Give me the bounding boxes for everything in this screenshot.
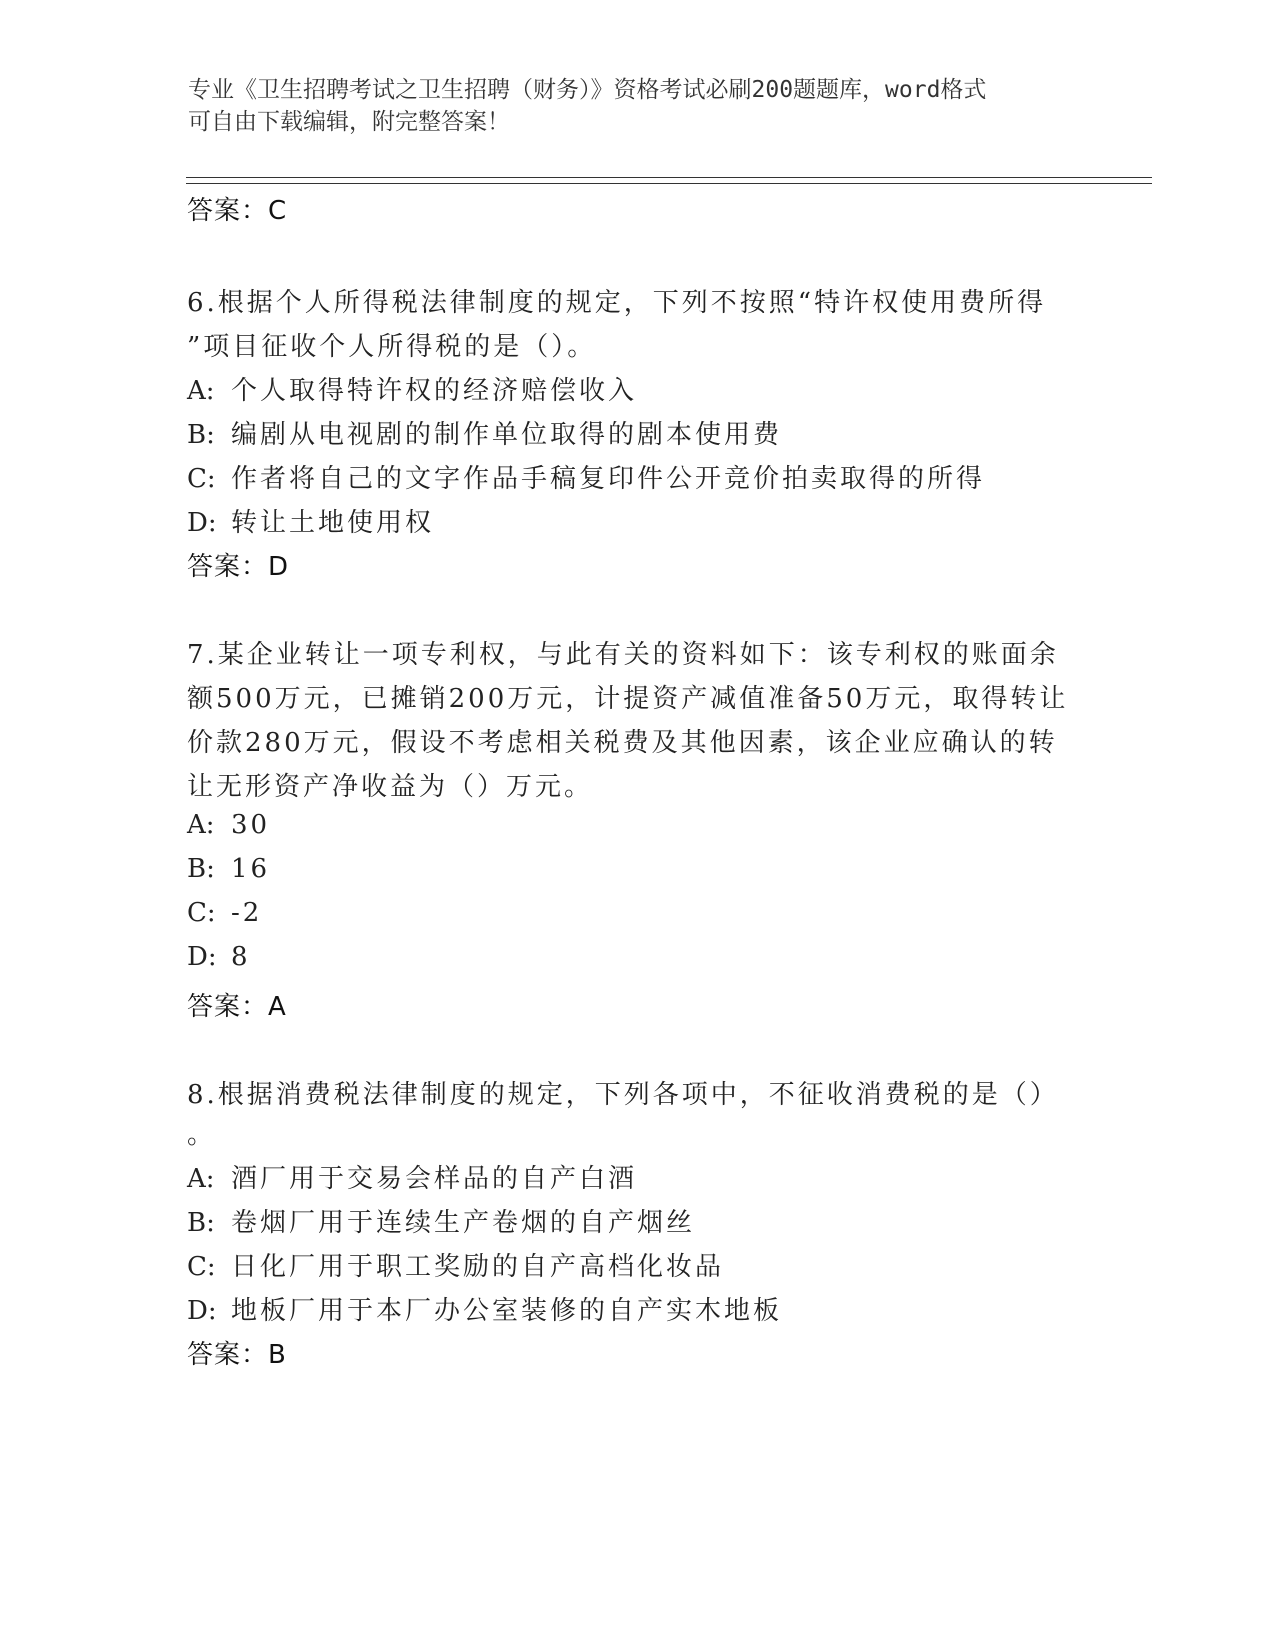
question-6-option-a — [187, 370, 637, 407]
question-8-option-c — [187, 1246, 724, 1283]
option-key: D: — [187, 508, 217, 538]
question-6-option-c — [187, 458, 985, 495]
question-8-option-a — [187, 1158, 637, 1195]
option-text: 地板厂用于本厂办公室装修的自产实木地板 — [231, 1296, 783, 1326]
option-text: 个人取得特许权的经济赔偿收入 — [231, 376, 638, 406]
option-text: -2 — [231, 898, 263, 928]
question-7-option-c — [187, 898, 262, 928]
question-7-line-3: 价款280万元，假设不考虑相关税费及其他因素，该企业应确认的转 — [187, 728, 1058, 758]
option-key: C: — [187, 1252, 216, 1282]
question-8-answer: 答案：B — [187, 1340, 287, 1370]
option-key: A: — [187, 810, 215, 840]
option-text: 转让土地使用权 — [231, 508, 435, 538]
option-key: D: — [187, 942, 217, 972]
option-text: 卷烟厂用于连续生产卷烟的自产烟丝 — [231, 1208, 696, 1238]
option-text: 作者将自己的文字作品手稿复印件公开竞价拍卖取得的所得 — [231, 464, 986, 494]
option-key: B: — [187, 420, 215, 450]
option-key: C: — [187, 898, 216, 928]
question-7-line-1: 7.某企业转让一项专利权，与此有关的资料如下：该专利权的账面余 — [187, 640, 1059, 670]
question-6-option-b — [187, 414, 782, 451]
question-6-option-d — [187, 502, 434, 539]
option-key: C: — [187, 464, 216, 494]
question-6-line-1: 6.根据个人所得税法律制度的规定，下列不按照“特许权使用费所得 — [187, 288, 1047, 318]
question-7-line-2: 额500万元，已摊销200万元，计提资产减值准备50万元，取得转让 — [187, 684, 1069, 714]
option-text: 8 — [231, 942, 251, 972]
option-text: 编剧从电视剧的制作单位取得的剧本使用费 — [231, 420, 783, 450]
question-8-option-b — [187, 1202, 695, 1239]
header-line-1: 专业《卫生招聘考试之卫生招聘（财务）》资格考试必刷200题题库，word格式 — [188, 77, 987, 103]
document-header — [188, 74, 1068, 138]
question-7-line-4: 让无形资产净收益为（）万元。 — [187, 772, 594, 802]
option-text: 30 — [231, 810, 271, 840]
question-6-line-2: ”项目征收个人所得税的是（）。 — [187, 332, 597, 362]
question-7-option-a — [187, 810, 270, 840]
option-key: A: — [187, 376, 215, 406]
option-key: B: — [187, 854, 215, 884]
header-divider-bottom — [186, 183, 1152, 184]
option-text: 酒厂用于交易会样品的自产白酒 — [231, 1164, 638, 1194]
option-key: A: — [187, 1164, 215, 1194]
question-8-line-2: 。 — [187, 1120, 217, 1150]
question-7-option-d — [187, 942, 251, 972]
header-divider-top — [186, 177, 1152, 178]
option-text: 日化厂用于职工奖励的自产高档化妆品 — [231, 1252, 725, 1282]
question-6-answer: 答案：D — [187, 552, 290, 582]
option-key: D: — [187, 1296, 217, 1326]
option-key: B: — [187, 1208, 215, 1238]
question-7-option-b — [187, 854, 270, 884]
option-text: 16 — [231, 854, 271, 884]
question-8-line-1: 8.根据消费税法律制度的规定，下列各项中，不征收消费税的是（） — [187, 1080, 1059, 1110]
question-7-answer: 答案：A — [187, 992, 287, 1022]
question-8-option-d — [187, 1290, 782, 1327]
previous-answer: 答案：C — [187, 196, 288, 226]
header-line-2: 可自由下载编辑，附完整答案！ — [188, 109, 510, 135]
